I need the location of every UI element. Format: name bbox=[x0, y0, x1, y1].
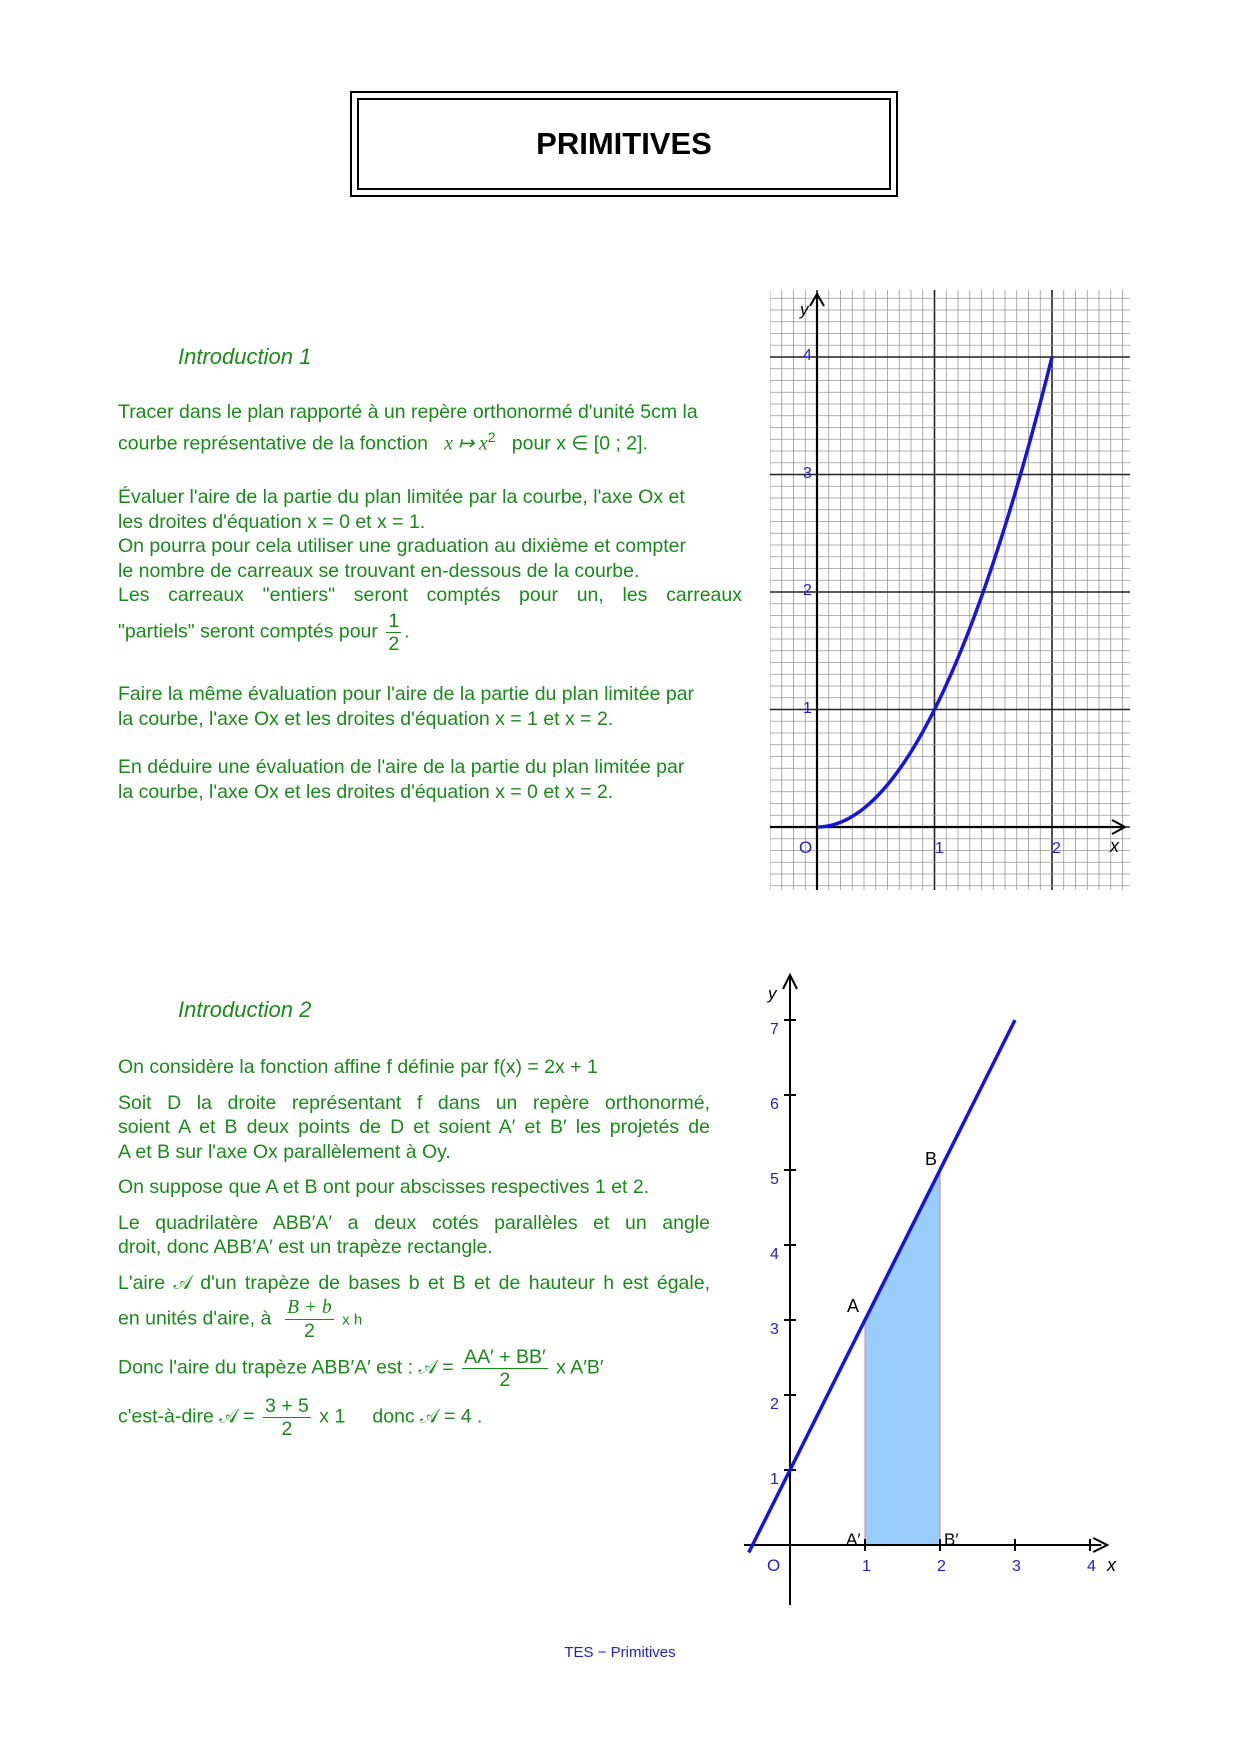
intro2-line1: On considère la fonction affine f définie par f(x) = 2x + 1 bbox=[118, 1056, 598, 1078]
fraction-denominator: 2 bbox=[388, 632, 400, 655]
graph1-x-tick-1: 1 bbox=[935, 840, 944, 857]
intro2-line11 bbox=[118, 1395, 710, 1440]
intro2-line9-text: en unités d'aire, à bbox=[118, 1307, 272, 1330]
area-formula-fraction bbox=[462, 1346, 548, 1391]
intro1-p4-line2: la courbe, l'axe Ox et les droites d'équation x = 0 et x = 2. bbox=[118, 780, 614, 803]
graph-affine-trapezoid bbox=[740, 965, 1140, 1615]
point-A-label: A bbox=[847, 1296, 860, 1316]
graph2-y-tick-2: 2 bbox=[770, 1396, 779, 1413]
intro1-p2-line2: les droites d'équation x = 0 et x = 1. bbox=[118, 510, 426, 533]
graph2-y-tick-3: 3 bbox=[770, 1321, 779, 1338]
graph1-y-label: y bbox=[800, 300, 809, 319]
graph2-y-tick-7: 7 bbox=[770, 1021, 779, 1038]
intro2-line5: On suppose que A et B ont pour abscisses respectives 1 et 2. bbox=[118, 1176, 650, 1198]
intro2-line10 bbox=[118, 1346, 710, 1391]
graph1-x-tick-2: 2 bbox=[1052, 840, 1061, 857]
graph2-x-tick-4: 4 bbox=[1087, 1558, 1096, 1575]
intro1-p1-line2 bbox=[118, 425, 742, 457]
graph2-x-tick-1: 1 bbox=[862, 1558, 871, 1575]
intro2-line9-tail: x h bbox=[342, 1311, 363, 1329]
fraction-denominator: 2 bbox=[304, 1320, 315, 1342]
intro1-p1-line1: Tracer dans le plan rapporté à un repère orthonormé d'unité 5cm la bbox=[118, 401, 698, 423]
intro1-paragraph-1 bbox=[118, 400, 742, 457]
fraction-denominator: 2 bbox=[281, 1418, 293, 1440]
intro1-half-fraction bbox=[386, 610, 401, 655]
intro1-paragraph-2 bbox=[118, 485, 742, 655]
intro2-line10-text: Donc l'aire du trapèze ABB′A′ est : 𝒜 = bbox=[118, 1356, 454, 1379]
intro2-line3: soient A et B deux points de D et soient A′ et B′ les projetés de bbox=[118, 1116, 710, 1138]
intro2-heading: Introduction 2 bbox=[178, 997, 312, 1022]
intro2-line11-tail: x 1 bbox=[319, 1405, 346, 1428]
graph1-y-tick-1: 1 bbox=[803, 700, 812, 717]
intro1-p2-line6: "partiels" seront comptés pour $\frac{1}{2}$ . bbox=[118, 609, 410, 655]
page-title: PRIMITIVES bbox=[536, 126, 712, 161]
graph2-y-tick-5: 5 bbox=[770, 1171, 779, 1188]
point-A-prime-label: A′ bbox=[846, 1530, 861, 1549]
intro1-heading: Introduction 1 bbox=[178, 344, 312, 369]
intro1-p4-line1: En déduire une évaluation de l'aire de la partie du plan limitée par bbox=[118, 756, 685, 778]
intro2-line10-tail: x A′B′ bbox=[556, 1356, 604, 1379]
intro2-line9 bbox=[118, 1297, 710, 1342]
intro1-p1-text: courbe représentative de la fonction bbox=[118, 432, 429, 454]
graph1-x-label: x bbox=[1110, 836, 1119, 856]
intro1-p2-text: "partiels" seront comptés pour bbox=[118, 620, 378, 643]
graph1-y-tick-2: 2 bbox=[803, 582, 812, 599]
graph2-y-label: y bbox=[768, 984, 777, 1003]
intro2-line11-result: donc 𝒜 = 4 . bbox=[372, 1405, 483, 1428]
fraction-denominator: 2 bbox=[499, 1369, 511, 1391]
fraction-numerator: AA′ + BB′ bbox=[464, 1346, 546, 1368]
intro1-p2-line1: Évaluer l'aire de la partie du plan limitée par la courbe, l'axe Ox et bbox=[118, 486, 685, 508]
fraction-numerator: B + b bbox=[287, 1297, 332, 1318]
fraction-numerator: 1 bbox=[388, 609, 400, 632]
fraction-numerator: 3 + 5 bbox=[264, 1395, 309, 1417]
graph1-grid bbox=[770, 290, 1130, 890]
graph1-y-tick-4: 4 bbox=[803, 347, 812, 364]
title-inner-frame bbox=[357, 98, 891, 190]
graph2-origin-label: O bbox=[767, 1556, 781, 1575]
point-B-prime-label: B′ bbox=[944, 1530, 959, 1549]
intro1-p2-line4: le nombre de carreaux se trouvant en-dessous de la courbe. bbox=[118, 559, 640, 582]
graph2-y-tick-6: 6 bbox=[770, 1096, 779, 1113]
graph1-y-tick-3: 3 bbox=[803, 465, 812, 482]
intro2-line11-text: c'est-à-dire 𝒜 = bbox=[118, 1405, 255, 1428]
graph2-y-tick-1: 1 bbox=[770, 1471, 779, 1488]
intro1-pour: pour bbox=[511, 432, 551, 454]
title-box bbox=[350, 91, 898, 197]
graph2-y-tick-4: 4 bbox=[770, 1246, 779, 1263]
intro1-p2-line3: On pourra pour cela utiliser une graduation au dixième et compter bbox=[118, 535, 686, 557]
intro2-text bbox=[118, 1055, 710, 1440]
graph-x-squared bbox=[770, 290, 1130, 890]
point-B-label: B bbox=[925, 1149, 938, 1169]
graph2-x-tick-2: 2 bbox=[937, 1558, 946, 1575]
intro1-p2-line5: Les carreaux "entiers" seront comptés pour un, les carreaux bbox=[118, 584, 742, 606]
trapezoid-area bbox=[865, 1170, 940, 1545]
intro2-line7: droit, donc ABB′A′ est un trapèze rectangle. bbox=[118, 1236, 493, 1258]
intro1-p3-line2: la courbe, l'axe Ox et les droites d'équation x = 1 et x = 2. bbox=[118, 707, 614, 730]
page-footer: TES − Primitives bbox=[564, 1644, 676, 1661]
intro1-exponent: 2 bbox=[487, 428, 496, 445]
intro1-p3-line1: Faire la même évaluation pour l'aire de la partie du plan limitée par bbox=[118, 683, 695, 705]
intro2-line8: L'aire 𝒜 d'un trapèze de bases b et B et de hauteur h est égale, bbox=[118, 1271, 710, 1294]
intro2-line6: Le quadrilatère ABB′A′ a deux cotés parallèles et un angle bbox=[118, 1211, 710, 1234]
intro2-line4: A et B sur l'axe Ox parallèlement à Oy. bbox=[118, 1140, 451, 1163]
intro1-paragraph-3 bbox=[118, 682, 742, 731]
graph1-origin-label: O bbox=[799, 838, 813, 857]
graph2-x-tick-3: 3 bbox=[1012, 1558, 1021, 1575]
intro1-function: x ↦ x bbox=[444, 433, 488, 454]
intro1-domain: x ∈ [0 ; 2]. bbox=[556, 432, 648, 454]
area-value-fraction bbox=[263, 1395, 311, 1440]
intro2-line2: Soit D la droite représentant f dans un repère orthonormé, bbox=[118, 1091, 710, 1114]
trapezoid-formula-fraction bbox=[285, 1297, 334, 1342]
graph2-x-label: x bbox=[1107, 1555, 1116, 1575]
intro1-paragraph-4 bbox=[118, 755, 742, 804]
